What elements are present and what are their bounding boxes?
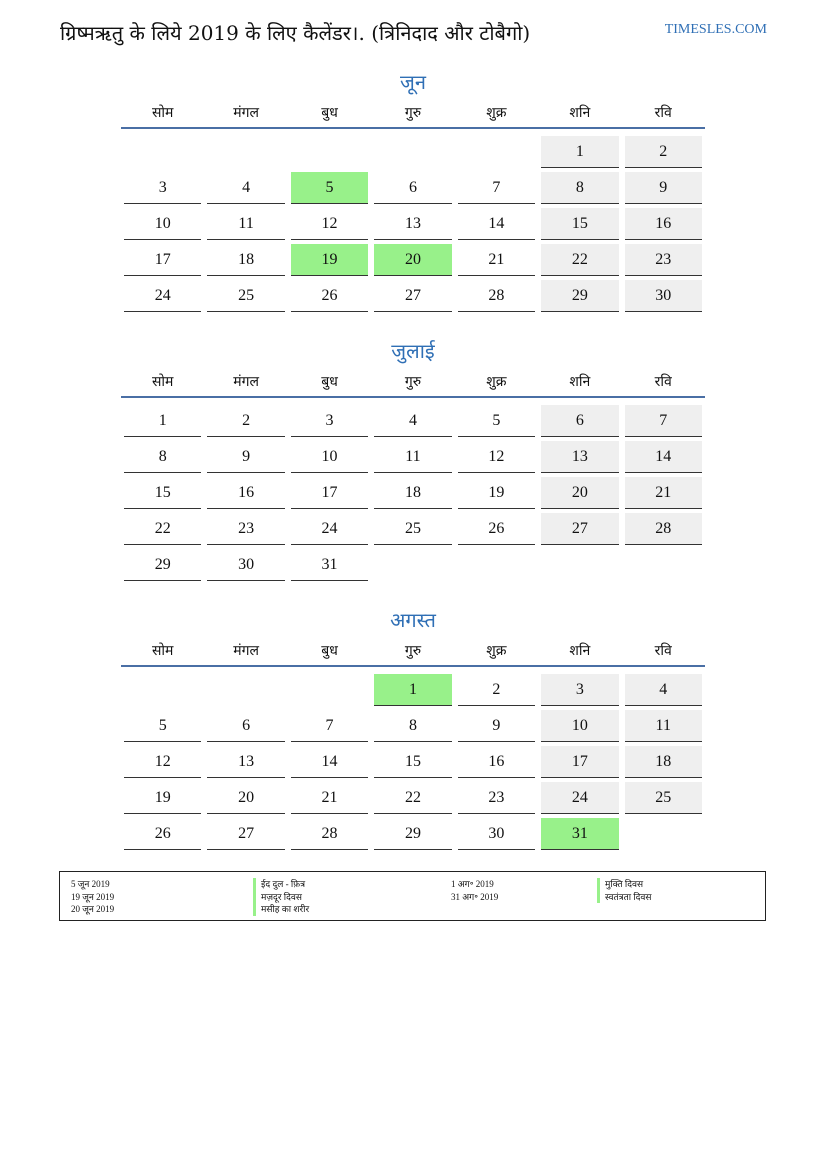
day-number: 13 [207, 746, 284, 778]
day-cell[interactable] [538, 708, 621, 744]
day-number: 9 [207, 441, 284, 473]
day-cell[interactable] [204, 547, 287, 583]
day-cell[interactable] [121, 403, 204, 439]
day-number: 7 [625, 405, 702, 437]
weekday-label: मंगल [233, 104, 259, 121]
empty-day-cell [455, 134, 538, 170]
day-cell[interactable] [622, 511, 705, 547]
month-calendar [121, 605, 705, 852]
day-number: 20 [207, 782, 284, 814]
day-number: 15 [541, 208, 618, 240]
day-cell[interactable] [622, 780, 705, 816]
empty-day-box [625, 549, 702, 581]
day-cell[interactable] [455, 672, 538, 708]
day-number: 26 [458, 513, 535, 545]
day-number: 25 [374, 513, 451, 545]
empty-day-box [458, 549, 535, 581]
weekday-label: रवि [654, 642, 672, 659]
day-cell[interactable] [538, 511, 621, 547]
day-number: 27 [541, 513, 618, 545]
day-number: 16 [625, 208, 702, 240]
day-number: 21 [625, 477, 702, 509]
weekday-label: सोम [151, 104, 174, 121]
weekday-header [121, 366, 705, 398]
legend-date: 31 अग॰ 2019 [451, 891, 499, 902]
day-cell[interactable] [121, 242, 204, 278]
month-title: अगस्त [390, 608, 436, 632]
day-number: 26 [291, 280, 368, 312]
day-number: 31 [541, 818, 618, 850]
day-number: 4 [207, 172, 284, 204]
day-number: 24 [291, 513, 368, 545]
day-number: 27 [374, 280, 451, 312]
day-cell[interactable] [371, 780, 454, 816]
day-cell[interactable] [538, 206, 621, 242]
day-cell[interactable] [121, 708, 204, 744]
day-number: 17 [291, 477, 368, 509]
day-cell[interactable] [538, 403, 621, 439]
day-cell[interactable] [538, 780, 621, 816]
weekday-label: शुक्र [486, 104, 507, 121]
weekday-label: मंगल [233, 373, 259, 390]
day-number: 27 [207, 818, 284, 850]
day-cell[interactable] [121, 744, 204, 780]
empty-day-cell [371, 547, 454, 583]
day-grid [121, 667, 705, 852]
day-cell[interactable] [455, 242, 538, 278]
weekday-label: सोम [151, 642, 174, 659]
day-cell[interactable] [121, 511, 204, 547]
day-cell[interactable] [455, 278, 538, 314]
day-number: 8 [124, 441, 201, 473]
day-cell[interactable] [288, 439, 371, 475]
day-number: 4 [374, 405, 451, 437]
day-cell[interactable] [622, 278, 705, 314]
day-cell[interactable] [371, 816, 454, 852]
day-number: 1 [541, 136, 618, 168]
day-number: 5 [458, 405, 535, 437]
legend-holiday-name: ईद दुल - फ़ित्र [253, 878, 309, 891]
day-number: 19 [458, 477, 535, 509]
day-cell[interactable] [455, 780, 538, 816]
empty-day-box [374, 549, 451, 581]
month-calendar [121, 67, 705, 314]
empty-day-cell [121, 134, 204, 170]
day-cell[interactable] [455, 816, 538, 852]
day-cell[interactable] [204, 439, 287, 475]
day-cell[interactable] [455, 475, 538, 511]
day-cell[interactable] [455, 708, 538, 744]
weekday-label: शनि [569, 104, 591, 121]
day-number: 11 [374, 441, 451, 473]
legend-holiday-name: मज़दूर दिवस [253, 891, 309, 904]
day-number: 30 [207, 549, 284, 581]
day-cell[interactable] [204, 511, 287, 547]
day-number: 16 [458, 746, 535, 778]
empty-day-box [291, 674, 368, 706]
day-cell[interactable] [622, 403, 705, 439]
day-cell[interactable] [121, 816, 204, 852]
day-cell[interactable] [204, 744, 287, 780]
day-cell[interactable] [204, 708, 287, 744]
legend-holiday-name: स्वतंत्रता दिवस [597, 891, 652, 904]
day-cell[interactable] [622, 242, 705, 278]
legend-names-left [253, 878, 309, 916]
day-number: 10 [124, 208, 201, 240]
day-cell[interactable] [288, 475, 371, 511]
day-number: 9 [625, 172, 702, 204]
day-number: 3 [124, 172, 201, 204]
day-cell[interactable] [204, 816, 287, 852]
legend-holiday-name: मसीह का शरीर [253, 903, 309, 916]
day-cell[interactable] [121, 475, 204, 511]
empty-day-box [541, 549, 618, 581]
day-number: 28 [458, 280, 535, 312]
day-cell[interactable] [121, 278, 204, 314]
day-cell[interactable] [371, 672, 454, 708]
day-cell[interactable] [288, 403, 371, 439]
empty-day-cell [204, 672, 287, 708]
day-cell[interactable] [455, 511, 538, 547]
empty-day-cell [622, 547, 705, 583]
day-number: 31 [291, 549, 368, 581]
day-number: 25 [625, 782, 702, 814]
day-cell[interactable] [538, 672, 621, 708]
month-title: जून [400, 70, 426, 94]
day-number: 11 [207, 208, 284, 240]
weekday-label: गुरु [404, 373, 422, 390]
legend-dates-left [71, 878, 114, 916]
day-number: 11 [625, 710, 702, 742]
legend-holiday-name: मुक्ति दिवस [597, 878, 652, 891]
empty-day-box [207, 136, 284, 168]
day-cell[interactable] [204, 780, 287, 816]
day-grid [121, 398, 705, 583]
day-number: 30 [458, 818, 535, 850]
day-cell[interactable] [371, 242, 454, 278]
day-cell[interactable] [455, 170, 538, 206]
day-number: 18 [374, 477, 451, 509]
day-number: 4 [625, 674, 702, 706]
day-cell[interactable] [455, 744, 538, 780]
legend-date: 20 जून 2019 [71, 904, 115, 914]
empty-day-box [374, 136, 451, 168]
legend-date: 1 अग॰ 2019 [451, 879, 494, 889]
day-number: 20 [374, 244, 451, 276]
day-number: 6 [374, 172, 451, 204]
weekday-label: शनि [569, 642, 591, 659]
day-number: 8 [541, 172, 618, 204]
day-cell[interactable] [622, 170, 705, 206]
empty-day-box [207, 674, 284, 706]
day-cell[interactable] [622, 439, 705, 475]
page-title: ग्रिष्मऋतु के लिये 2019 के लिए कैलेंडर।. (त्रिनिदाद और टोबैगो) [60, 21, 531, 45]
day-number: 1 [124, 405, 201, 437]
day-number: 23 [625, 244, 702, 276]
weekday-label: शुक्र [486, 642, 507, 659]
legend-date: 5 जून 2019 [71, 879, 110, 889]
day-number: 14 [291, 746, 368, 778]
day-cell[interactable] [538, 170, 621, 206]
day-cell[interactable] [288, 816, 371, 852]
day-cell[interactable] [121, 439, 204, 475]
day-number: 29 [541, 280, 618, 312]
empty-day-cell [288, 672, 371, 708]
day-cell[interactable] [288, 547, 371, 583]
weekday-label: बुध [321, 104, 338, 121]
day-cell[interactable] [288, 708, 371, 744]
weekday-label: रवि [654, 373, 672, 390]
empty-day-box [458, 136, 535, 168]
day-cell[interactable] [622, 134, 705, 170]
day-cell[interactable] [371, 439, 454, 475]
weekday-label: सोम [151, 373, 174, 390]
day-number: 22 [124, 513, 201, 545]
day-number: 12 [458, 441, 535, 473]
day-cell[interactable] [538, 278, 621, 314]
empty-day-box [291, 136, 368, 168]
day-cell[interactable] [288, 242, 371, 278]
weekday-label: गुरु [404, 642, 422, 659]
empty-day-cell [538, 547, 621, 583]
day-cell[interactable] [121, 780, 204, 816]
day-cell[interactable] [121, 170, 204, 206]
day-number: 23 [207, 513, 284, 545]
day-cell[interactable] [204, 170, 287, 206]
day-cell[interactable] [371, 708, 454, 744]
day-cell[interactable] [538, 134, 621, 170]
day-number: 21 [291, 782, 368, 814]
empty-day-cell [204, 134, 287, 170]
day-number: 29 [124, 549, 201, 581]
day-number: 15 [374, 746, 451, 778]
day-number: 2 [458, 674, 535, 706]
empty-day-cell [455, 547, 538, 583]
day-cell[interactable] [538, 242, 621, 278]
day-number: 2 [625, 136, 702, 168]
weekday-label: बुध [321, 373, 338, 390]
day-cell[interactable] [622, 206, 705, 242]
day-cell[interactable] [204, 206, 287, 242]
day-cell[interactable] [371, 744, 454, 780]
day-number: 19 [124, 782, 201, 814]
day-cell[interactable] [204, 278, 287, 314]
day-number: 1 [374, 674, 451, 706]
weekday-header [121, 635, 705, 667]
day-number: 14 [625, 441, 702, 473]
day-cell[interactable] [288, 206, 371, 242]
day-number: 12 [291, 208, 368, 240]
day-cell[interactable] [288, 744, 371, 780]
empty-day-cell [371, 134, 454, 170]
day-cell[interactable] [538, 816, 621, 852]
day-number: 6 [541, 405, 618, 437]
day-number: 26 [124, 818, 201, 850]
day-number: 3 [291, 405, 368, 437]
weekday-header [121, 97, 705, 129]
day-number: 10 [541, 710, 618, 742]
day-cell[interactable] [121, 206, 204, 242]
day-cell[interactable] [622, 744, 705, 780]
legend-dates-right [451, 878, 498, 903]
day-cell[interactable] [204, 475, 287, 511]
day-cell[interactable] [371, 511, 454, 547]
empty-day-box [625, 818, 702, 850]
legend-names-right [597, 878, 652, 903]
weekday-label: शनि [569, 373, 591, 390]
day-number: 28 [625, 513, 702, 545]
day-number: 18 [625, 746, 702, 778]
day-cell[interactable] [288, 511, 371, 547]
day-cell[interactable] [204, 403, 287, 439]
day-number: 8 [374, 710, 451, 742]
day-cell[interactable] [622, 708, 705, 744]
day-number: 19 [291, 244, 368, 276]
empty-day-cell [622, 816, 705, 852]
day-number: 13 [541, 441, 618, 473]
day-cell[interactable] [622, 475, 705, 511]
day-number: 24 [124, 280, 201, 312]
day-number: 17 [541, 746, 618, 778]
weekday-label: गुरु [404, 104, 422, 121]
day-cell[interactable] [455, 439, 538, 475]
weekday-label: बुध [321, 642, 338, 659]
day-number: 2 [207, 405, 284, 437]
day-number: 20 [541, 477, 618, 509]
weekday-label: शुक्र [486, 373, 507, 390]
day-number: 13 [374, 208, 451, 240]
day-number: 25 [207, 280, 284, 312]
day-cell[interactable] [538, 744, 621, 780]
day-cell[interactable] [288, 170, 371, 206]
day-number: 12 [124, 746, 201, 778]
day-cell[interactable] [455, 206, 538, 242]
day-cell[interactable] [121, 547, 204, 583]
day-cell[interactable] [371, 170, 454, 206]
day-number: 29 [374, 818, 451, 850]
day-cell[interactable] [204, 242, 287, 278]
day-cell[interactable] [288, 278, 371, 314]
month-calendar [121, 336, 705, 583]
day-number: 5 [124, 710, 201, 742]
day-number: 5 [291, 172, 368, 204]
day-cell[interactable] [538, 439, 621, 475]
day-number: 22 [541, 244, 618, 276]
day-cell[interactable] [371, 278, 454, 314]
day-number: 23 [458, 782, 535, 814]
day-number: 17 [124, 244, 201, 276]
weekday-label: रवि [654, 104, 672, 121]
day-cell[interactable] [371, 475, 454, 511]
day-number: 24 [541, 782, 618, 814]
day-cell[interactable] [288, 780, 371, 816]
day-number: 7 [291, 710, 368, 742]
empty-day-cell [121, 672, 204, 708]
day-cell[interactable] [622, 672, 705, 708]
day-number: 18 [207, 244, 284, 276]
day-number: 6 [207, 710, 284, 742]
month-title: जुलाई [391, 339, 435, 363]
day-number: 16 [207, 477, 284, 509]
day-cell[interactable] [455, 403, 538, 439]
empty-day-box [124, 136, 201, 168]
day-number: 3 [541, 674, 618, 706]
empty-day-box [124, 674, 201, 706]
day-number: 30 [625, 280, 702, 312]
day-number: 22 [374, 782, 451, 814]
day-number: 28 [291, 818, 368, 850]
day-number: 9 [458, 710, 535, 742]
holiday-legend [59, 871, 766, 921]
day-cell[interactable] [371, 403, 454, 439]
day-number: 10 [291, 441, 368, 473]
day-cell[interactable] [371, 206, 454, 242]
legend-date: 19 जून 2019 [71, 891, 115, 902]
weekday-label: मंगल [233, 642, 259, 659]
day-number: 15 [124, 477, 201, 509]
empty-day-cell [288, 134, 371, 170]
day-number: 7 [458, 172, 535, 204]
day-number: 14 [458, 208, 535, 240]
day-cell[interactable] [538, 475, 621, 511]
day-grid [121, 129, 705, 314]
site-link[interactable]: TIMESLES.COM [664, 22, 767, 37]
day-number: 21 [458, 244, 535, 276]
